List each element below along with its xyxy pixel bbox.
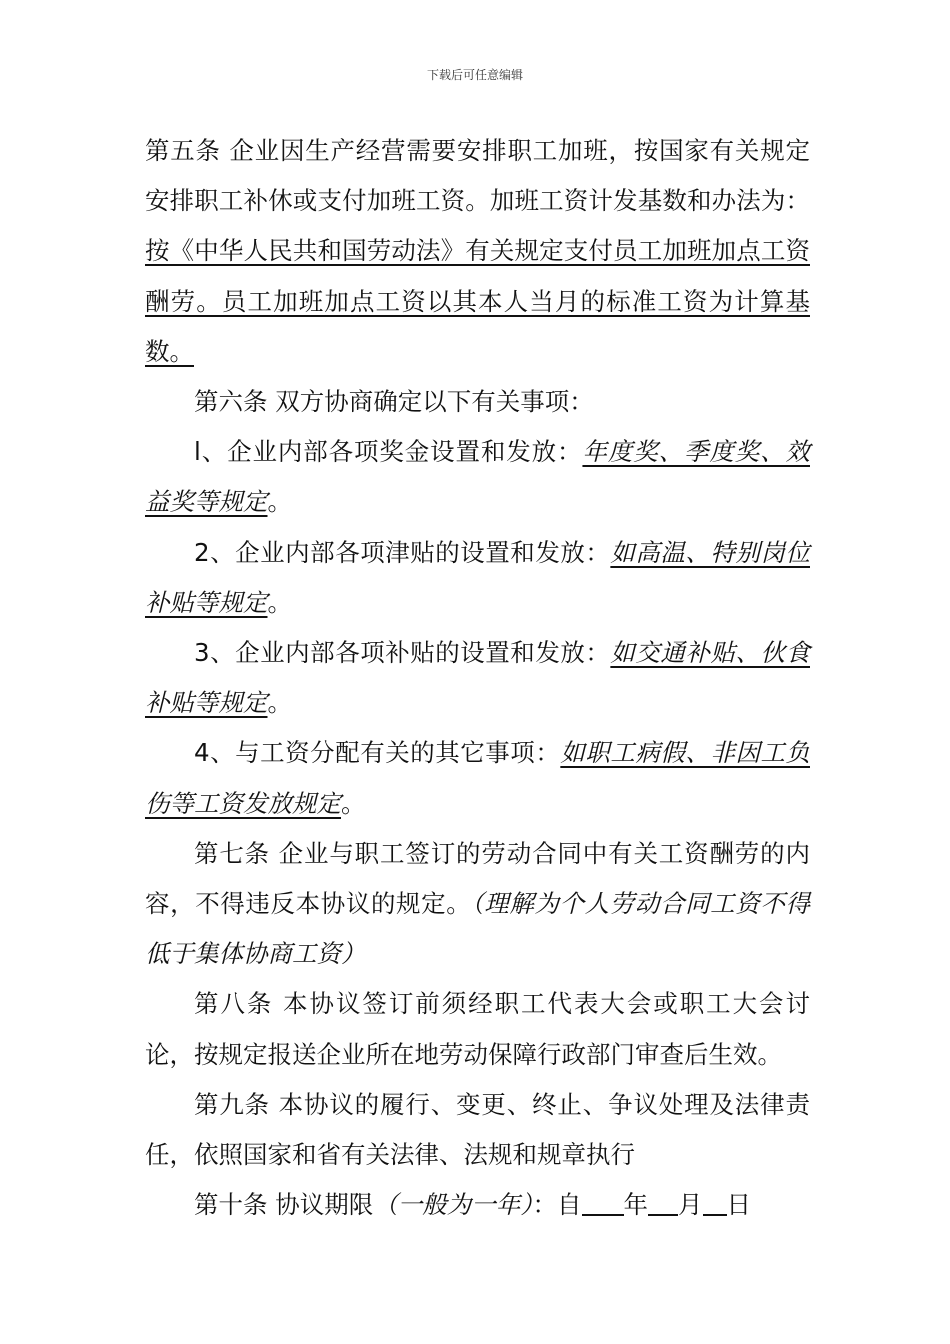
article-7 — [145, 829, 810, 980]
month-blank — [648, 1190, 678, 1217]
day-blank — [703, 1190, 727, 1217]
article-10-note: （一般为一年） — [373, 1190, 533, 1220]
item-label: l、企业内部各项奖金设置和发放： — [194, 437, 583, 467]
item-label: 4、与工资分配有关的其它事项： — [194, 738, 561, 768]
article-10-from: ：自 — [532, 1190, 582, 1220]
article-6-item-2 — [145, 528, 810, 628]
month-label: 月 — [678, 1190, 703, 1220]
day-label: 日 — [726, 1190, 752, 1220]
article-6-item-4 — [145, 728, 810, 828]
article-6-item-1 — [145, 427, 810, 527]
year-label: 年 — [623, 1190, 649, 1220]
year-blank — [582, 1190, 624, 1217]
item-detail: 如职工病假、非因工负伤等工资发放规定 — [145, 738, 810, 818]
item-end: 。 — [267, 487, 292, 517]
document-body — [145, 126, 810, 1230]
item-detail: 如高温、特别岗位补贴等规定 — [145, 537, 810, 617]
article-7-note: （理解为个人劳动合同工资不得低于集体协商工资） — [145, 889, 810, 969]
article-9: 第九条 本协议的履行、变更、终止、争议处理及法律责任，依照国家和省有关法律、法规和规章执行 — [145, 1089, 810, 1170]
item-label: 2、企业内部各项津贴的设置和发放： — [194, 537, 611, 567]
article-6: 第六条 双方协商确定以下有关事项： — [194, 387, 594, 417]
item-detail: 年度奖、季度奖、效益奖等规定 — [145, 437, 810, 517]
item-detail: 如交通补贴、伙食补贴等规定 — [145, 638, 810, 718]
item-end: 。 — [267, 587, 292, 617]
article-8: 第八条 本协议签订前须经职工代表大会或职工大会讨论，按规定报送企业所在地劳动保障行政部门审查后生效。 — [145, 989, 810, 1069]
article-5-underlined: 按《中华人民共和国劳动法》有关规定支付员工加班加点工资酬劳。员工加班加点工资以其本人当月的标准工资为计算基数。 — [145, 236, 810, 366]
article-10-text: 第十条 协议期限 — [194, 1190, 374, 1220]
item-end: 。 — [267, 688, 292, 718]
article-6-item-3 — [145, 628, 810, 728]
item-end: 。 — [341, 788, 366, 818]
article-10 — [145, 1180, 810, 1230]
article-5 — [145, 126, 810, 377]
page-header: 下载后可任意编辑 — [426, 68, 523, 82]
item-label: 3、企业内部各项补贴的设置和发放： — [194, 638, 611, 668]
article-7-text: 第七条 企业与职工签订的劳动合同中有关工资酬劳的内容，不得违反本协议的规定。 — [145, 838, 810, 919]
article-5-text: 第五条 企业因生产经营需要安排职工加班，按国家有关规定安排职工补休或支付加班工资。加班工资计发基数和办法为： — [145, 136, 810, 216]
